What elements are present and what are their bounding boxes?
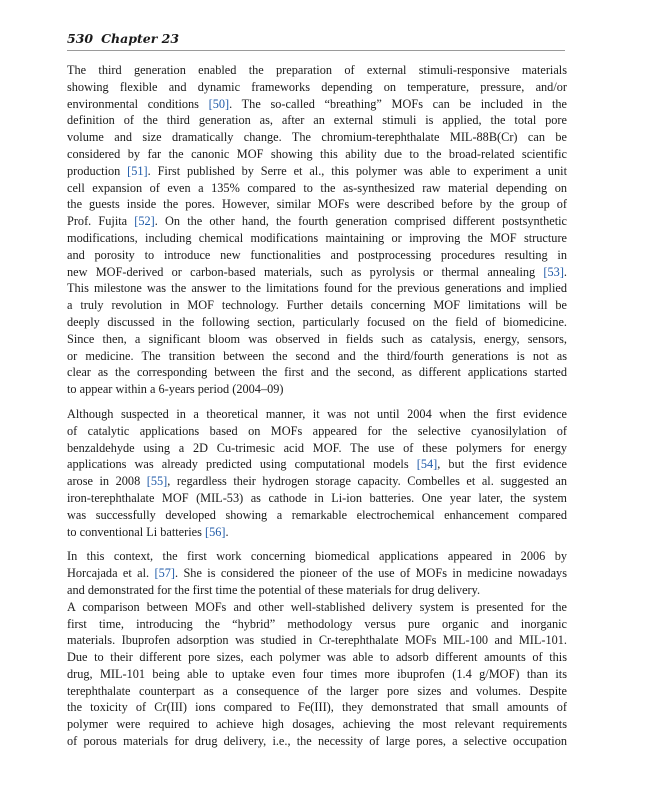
line-text: drug, MIL-101 being able to uptake even four times more ibuprofen (1.4 g/MOF) than its <box>67 666 567 681</box>
text-line <box>67 490 567 507</box>
text-line <box>67 280 567 297</box>
line-text: production <box>67 163 128 178</box>
line-text-after: . She is considered the pioneer of the use of MOFs in medicine nowadays <box>175 566 567 581</box>
text-line <box>67 146 567 163</box>
text-line <box>67 507 567 524</box>
line-text-after: . First published by Serre et al., this polymer was able to experiment a unit <box>147 163 567 178</box>
text-line <box>67 348 567 365</box>
text-line <box>67 649 567 666</box>
text-line <box>67 264 567 281</box>
citation-link[interactable]: [54] <box>416 457 438 472</box>
paragraph-gap <box>67 540 567 548</box>
line-text-after: . On the other hand, the fourth generation comprised different postsynthetic <box>154 214 567 229</box>
citation-link[interactable]: [51] <box>127 163 148 178</box>
text-line <box>67 364 567 381</box>
line-text: Since then, a significant bloom was observed in fields such as catalysis, energy, sensors, <box>67 331 567 346</box>
text-line <box>67 331 567 348</box>
line-text: showing flexible and dynamic frameworks depending on temperature, pressure, and/or <box>67 79 567 94</box>
text-line <box>67 599 567 616</box>
line-text: of catalytic applications based on MOFs appeared for the selective cyanosilylation of <box>67 423 567 438</box>
line-text: clear as the corresponding between the first and the second, as different applications started <box>67 365 567 380</box>
text-line <box>67 524 567 541</box>
line-text: polymer were required to achieve high dosages, achieving the most relevant requirements <box>67 717 567 732</box>
line-text: terephthalate counterpart as a consequence of the larger pore sizes and volumes. Despite <box>67 683 567 698</box>
text-line <box>67 314 567 331</box>
line-text: environmental conditions <box>67 96 209 111</box>
text-line <box>67 699 567 716</box>
line-text: was successfully developed showing a remarkable electrochemical enhancement compared <box>67 507 567 522</box>
text-line <box>67 406 567 423</box>
line-text: arose in 2008 <box>67 474 147 489</box>
line-text: applications was already predicted using computational models <box>67 457 417 472</box>
line-text-after: . <box>563 264 567 279</box>
line-text: a truly revolution in MOF technology. Further details concerning MOF limitations will be <box>67 298 567 313</box>
text-line <box>67 582 567 599</box>
line-text: The third generation enabled the preparation of external stimuli-responsive materials <box>67 63 567 77</box>
citation-link[interactable]: [52] <box>134 214 155 229</box>
text-line <box>67 163 567 180</box>
line-text: volume and size dramatically change. The chromium-terephthalate MIL-88B(Cr) can be <box>67 130 567 145</box>
line-text: considered by far the canonic MOF showing this ability due to the broad-related scientific <box>67 146 567 161</box>
text-line <box>67 297 567 314</box>
text-line <box>67 548 567 565</box>
line-text: new MOF-derived or carbon-based materials, such as pyrolysis or thermal annealing <box>67 264 544 279</box>
text-line <box>67 440 567 457</box>
citation-link[interactable]: [53] <box>543 264 564 279</box>
paragraph <box>67 406 567 540</box>
line-text-after: . The so-called “breathing” MOFs can be included in the <box>229 96 567 111</box>
text-line <box>67 683 567 700</box>
citation-link[interactable]: [56] <box>204 524 226 539</box>
line-text: Horcajada et al. <box>67 566 155 581</box>
line-text: to conventional Li batteries <box>67 524 205 539</box>
line-text: and porosity to introduce new functionalities and postprocessing procedures resulting in <box>67 247 567 262</box>
line-text: cell expansion of even a 135% compared to the as-synthesized raw material depending on <box>67 180 567 195</box>
text-line <box>67 632 567 649</box>
page-number: 530 <box>67 31 94 46</box>
line-text-after: , regardless their hydrogen storage capacity. Combelles et al. suggested an <box>167 474 568 489</box>
line-text: This milestone was the answer to the limitations found for the previous generations and implied <box>67 281 567 296</box>
text-line <box>67 196 567 213</box>
line-text: Due to their different pore sizes, each polymer was able to adsorb different amounts of this <box>67 650 567 665</box>
line-text: of porous materials for drug delivery, i.e., the necessity of large pores, a selective occupation <box>67 734 567 749</box>
running-header <box>67 31 565 49</box>
text-line <box>67 473 567 490</box>
line-text: modifications, including chemical modifications maintaining or improving the MOF structure <box>67 230 567 245</box>
line-text: benzaldehyde using a 2D Cu-trimesic acid MOF. The use of these polymers for energy <box>67 440 567 455</box>
text-line <box>67 716 567 733</box>
text-line <box>67 180 567 197</box>
line-text: to appear within a 6-years period (2004–09) <box>67 382 284 397</box>
line-text: A comparison between MOFs and other well-stablished delivery system is presented for the <box>67 599 567 614</box>
text-line <box>67 565 567 582</box>
text-line <box>67 129 567 146</box>
line-text: Although suspected in a theoretical manner, it was not until 2004 when the first evidence <box>67 406 567 421</box>
text-line <box>67 381 567 398</box>
text-line <box>67 423 567 440</box>
text-line <box>67 666 567 683</box>
text-line <box>67 213 567 230</box>
chapter-title: Chapter 23 <box>101 31 180 46</box>
body-text <box>67 62 567 750</box>
line-text: or medicine. The transition between the second and the third/fourth generations is not as <box>67 348 567 363</box>
text-line <box>67 733 567 750</box>
header-rule <box>67 50 565 51</box>
line-text: Prof. Fujita <box>67 214 135 229</box>
citation-link[interactable]: [55] <box>146 474 168 489</box>
text-line <box>67 230 567 247</box>
line-text: and demonstrated for the first time the potential of these materials for drug delivery. <box>67 582 481 597</box>
line-text: first time, introducing the “hybrid” methodology versus pure organic and inorganic <box>67 616 567 631</box>
line-text: In this context, the first work concerning biomedical applications appeared in 2006 by <box>67 549 567 564</box>
citation-link[interactable]: [57] <box>154 566 175 581</box>
paragraph-gap <box>67 398 567 406</box>
text-line <box>67 456 567 473</box>
paragraph <box>67 548 567 750</box>
citation-link[interactable]: [50] <box>208 96 230 111</box>
line-text: deeply discussed in the following section, particularly focused on the field of biomedicine. <box>67 314 567 329</box>
text-line <box>67 112 567 129</box>
paragraph <box>67 62 567 398</box>
text-line <box>67 616 567 633</box>
text-line <box>67 62 567 79</box>
text-line <box>67 79 567 96</box>
line-text: the toxicity of Cr(III) ions compared to Fe(III), they demonstrated that small amounts of <box>67 700 567 715</box>
line-text: the guests inside the pores. However, similar MOFs were described before by the group of <box>67 197 567 212</box>
line-text-after: , but the first evidence <box>437 457 567 472</box>
line-text: materials. Ibuprofen adsorption was studied in Cr-terephthalate MOFs MIL-100 and MIL-101. <box>67 633 567 648</box>
line-text-after: . <box>225 524 229 539</box>
line-text: definition of the third generation as, after an external stimuli is applied, the total pore <box>67 113 567 128</box>
text-line <box>67 96 567 113</box>
line-text: iron-terephthalate MOF (MIL-53) as cathode in Li-ion batteries. One year later, the system <box>67 490 567 505</box>
text-line <box>67 247 567 264</box>
